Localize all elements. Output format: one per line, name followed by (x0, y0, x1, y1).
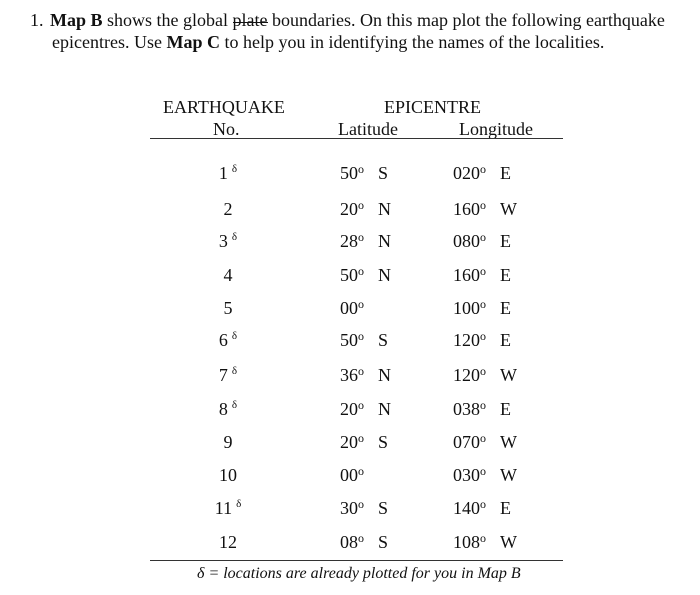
latitude-direction: N (378, 199, 391, 219)
latitude-cell (340, 465, 364, 487)
header-epicentre: EPICENTRE (384, 97, 481, 117)
latitude-value: 20 (340, 199, 358, 219)
longitude-direction: W (500, 365, 517, 385)
latitude-cell (340, 532, 388, 554)
longitude-value: 120 (453, 365, 480, 385)
row-number (198, 532, 258, 552)
latitude-value: 00 (340, 298, 358, 318)
earthquake-number: 3 (218, 231, 228, 251)
plotted-marker: δ (231, 365, 238, 377)
row-number (198, 365, 258, 388)
latitude-direction: S (378, 432, 389, 452)
plotted-marker: δ (231, 163, 238, 175)
latitude-value: 30 (340, 498, 358, 518)
degree-symbol: o (480, 230, 486, 244)
header-rule (150, 138, 563, 139)
row-number (198, 298, 258, 318)
longitude-cell (453, 498, 511, 520)
degree-symbol: o (480, 431, 486, 445)
longitude-value: 160 (453, 199, 480, 219)
row-number (198, 231, 258, 254)
degree-symbol: o (480, 329, 486, 343)
header-longitude: Longitude (459, 119, 533, 139)
longitude-cell (453, 231, 511, 253)
longitude-value: 120 (453, 330, 480, 350)
longitude-direction: E (500, 163, 511, 183)
row-number (198, 163, 258, 186)
row-number (198, 199, 258, 219)
longitude-value: 080 (453, 231, 480, 251)
latitude-cell (340, 231, 391, 253)
latitude-cell (340, 265, 391, 287)
degree-symbol: o (480, 297, 486, 311)
earthquake-number: 1 (218, 163, 228, 183)
earthquake-number: 2 (223, 199, 233, 219)
degree-symbol: o (358, 264, 364, 278)
latitude-cell (340, 163, 388, 185)
degree-symbol: o (480, 162, 486, 176)
latitude-value: 36 (340, 365, 358, 385)
latitude-cell (340, 199, 391, 221)
question-fragment: boundaries. On this map plot the following earthquake (267, 10, 665, 30)
earthquake-number: 8 (218, 399, 228, 419)
earthquake-number: 12 (219, 532, 237, 552)
earthquake-number: 7 (218, 365, 228, 385)
longitude-cell (453, 399, 511, 421)
latitude-cell (340, 498, 388, 520)
latitude-value: 20 (340, 399, 358, 419)
latitude-direction: N (378, 265, 391, 285)
longitude-cell (453, 330, 511, 352)
latitude-cell (340, 298, 364, 320)
latitude-value: 50 (340, 163, 358, 183)
degree-symbol: o (358, 431, 364, 445)
latitude-cell (340, 365, 391, 387)
latitude-value: 28 (340, 231, 358, 251)
question-fragment: shows the global (102, 10, 233, 30)
footnote: δ = locations are already plotted for you in Map B (197, 565, 521, 582)
longitude-value: 038 (453, 399, 480, 419)
latitude-value: 50 (340, 330, 358, 350)
header-no: No. (213, 119, 240, 139)
row-number (198, 330, 258, 353)
degree-symbol: o (358, 497, 364, 511)
longitude-direction: E (500, 498, 511, 518)
row-number (198, 432, 258, 452)
latitude-direction: N (378, 231, 391, 251)
latitude-value: 08 (340, 532, 358, 552)
longitude-value: 160 (453, 265, 480, 285)
latitude-direction: N (378, 399, 391, 419)
degree-symbol: o (480, 198, 486, 212)
earthquake-number: 6 (218, 330, 228, 350)
longitude-direction: W (500, 432, 517, 452)
longitude-direction: E (500, 298, 511, 318)
latitude-direction: S (378, 330, 389, 350)
degree-symbol: o (358, 297, 364, 311)
map-b-ref: Map B (50, 10, 103, 30)
longitude-cell (453, 432, 517, 454)
latitude-value: 00 (340, 465, 358, 485)
longitude-value: 030 (453, 465, 480, 485)
longitude-cell (453, 465, 517, 487)
longitude-direction: W (500, 199, 517, 219)
degree-symbol: o (358, 230, 364, 244)
latitude-cell (340, 399, 391, 421)
degree-symbol: o (358, 329, 364, 343)
longitude-direction: E (500, 265, 511, 285)
question-fragment: to help you in identifying the names of the localities. (219, 32, 605, 52)
row-number (198, 498, 258, 521)
plotted-marker: δ (231, 399, 238, 411)
latitude-value: 50 (340, 265, 358, 285)
question-line-2 (30, 31, 695, 53)
latitude-direction: N (378, 365, 391, 385)
latitude-cell (340, 330, 388, 352)
degree-symbol: o (358, 398, 364, 412)
plotted-marker: δ (236, 498, 242, 510)
longitude-direction: E (500, 330, 511, 350)
degree-symbol: o (358, 464, 364, 478)
longitude-value: 140 (453, 498, 480, 518)
plotted-marker: δ (231, 330, 238, 342)
earthquake-number: 11 (214, 498, 233, 518)
latitude-value: 20 (340, 432, 358, 452)
longitude-value: 100 (453, 298, 480, 318)
longitude-direction: E (500, 231, 511, 251)
longitude-direction: W (500, 465, 517, 485)
question-fragment: epicentres. Use (52, 32, 167, 52)
longitude-cell (453, 199, 517, 221)
longitude-direction: E (500, 399, 511, 419)
degree-symbol: o (358, 198, 364, 212)
question-number: 1. (30, 10, 44, 30)
latitude-cell (340, 432, 388, 454)
longitude-cell (453, 298, 511, 320)
degree-symbol: o (480, 531, 486, 545)
latitude-direction: S (378, 532, 389, 552)
degree-symbol: o (480, 464, 486, 478)
latitude-direction: S (378, 498, 389, 518)
question-text (30, 9, 695, 53)
degree-symbol: o (480, 264, 486, 278)
question-line-1 (30, 9, 695, 31)
degree-symbol: o (358, 364, 364, 378)
earthquake-number: 10 (219, 465, 237, 485)
degree-symbol: o (480, 364, 486, 378)
degree-symbol: o (358, 531, 364, 545)
footer-rule (150, 560, 563, 561)
header-earthquake: EARTHQUAKE (163, 97, 285, 117)
earthquake-number: 9 (223, 432, 233, 452)
row-number (198, 465, 258, 485)
longitude-value: 070 (453, 432, 480, 452)
struck-word: plate (232, 10, 268, 30)
longitude-direction: W (500, 532, 517, 552)
earthquake-number: 5 (223, 298, 233, 318)
plotted-marker: δ (231, 231, 238, 243)
longitude-cell (453, 265, 511, 287)
map-c-ref: Map C (166, 32, 220, 52)
longitude-cell (453, 163, 511, 185)
longitude-cell (453, 532, 517, 554)
earthquake-number: 4 (223, 265, 233, 285)
degree-symbol: o (480, 497, 486, 511)
longitude-cell (453, 365, 517, 387)
degree-symbol: o (480, 398, 486, 412)
longitude-value: 020 (453, 163, 480, 183)
row-number (198, 399, 258, 422)
degree-symbol: o (358, 162, 364, 176)
row-number (198, 265, 258, 285)
header-latitude: Latitude (338, 119, 398, 139)
longitude-value: 108 (453, 532, 480, 552)
latitude-direction: S (378, 163, 389, 183)
